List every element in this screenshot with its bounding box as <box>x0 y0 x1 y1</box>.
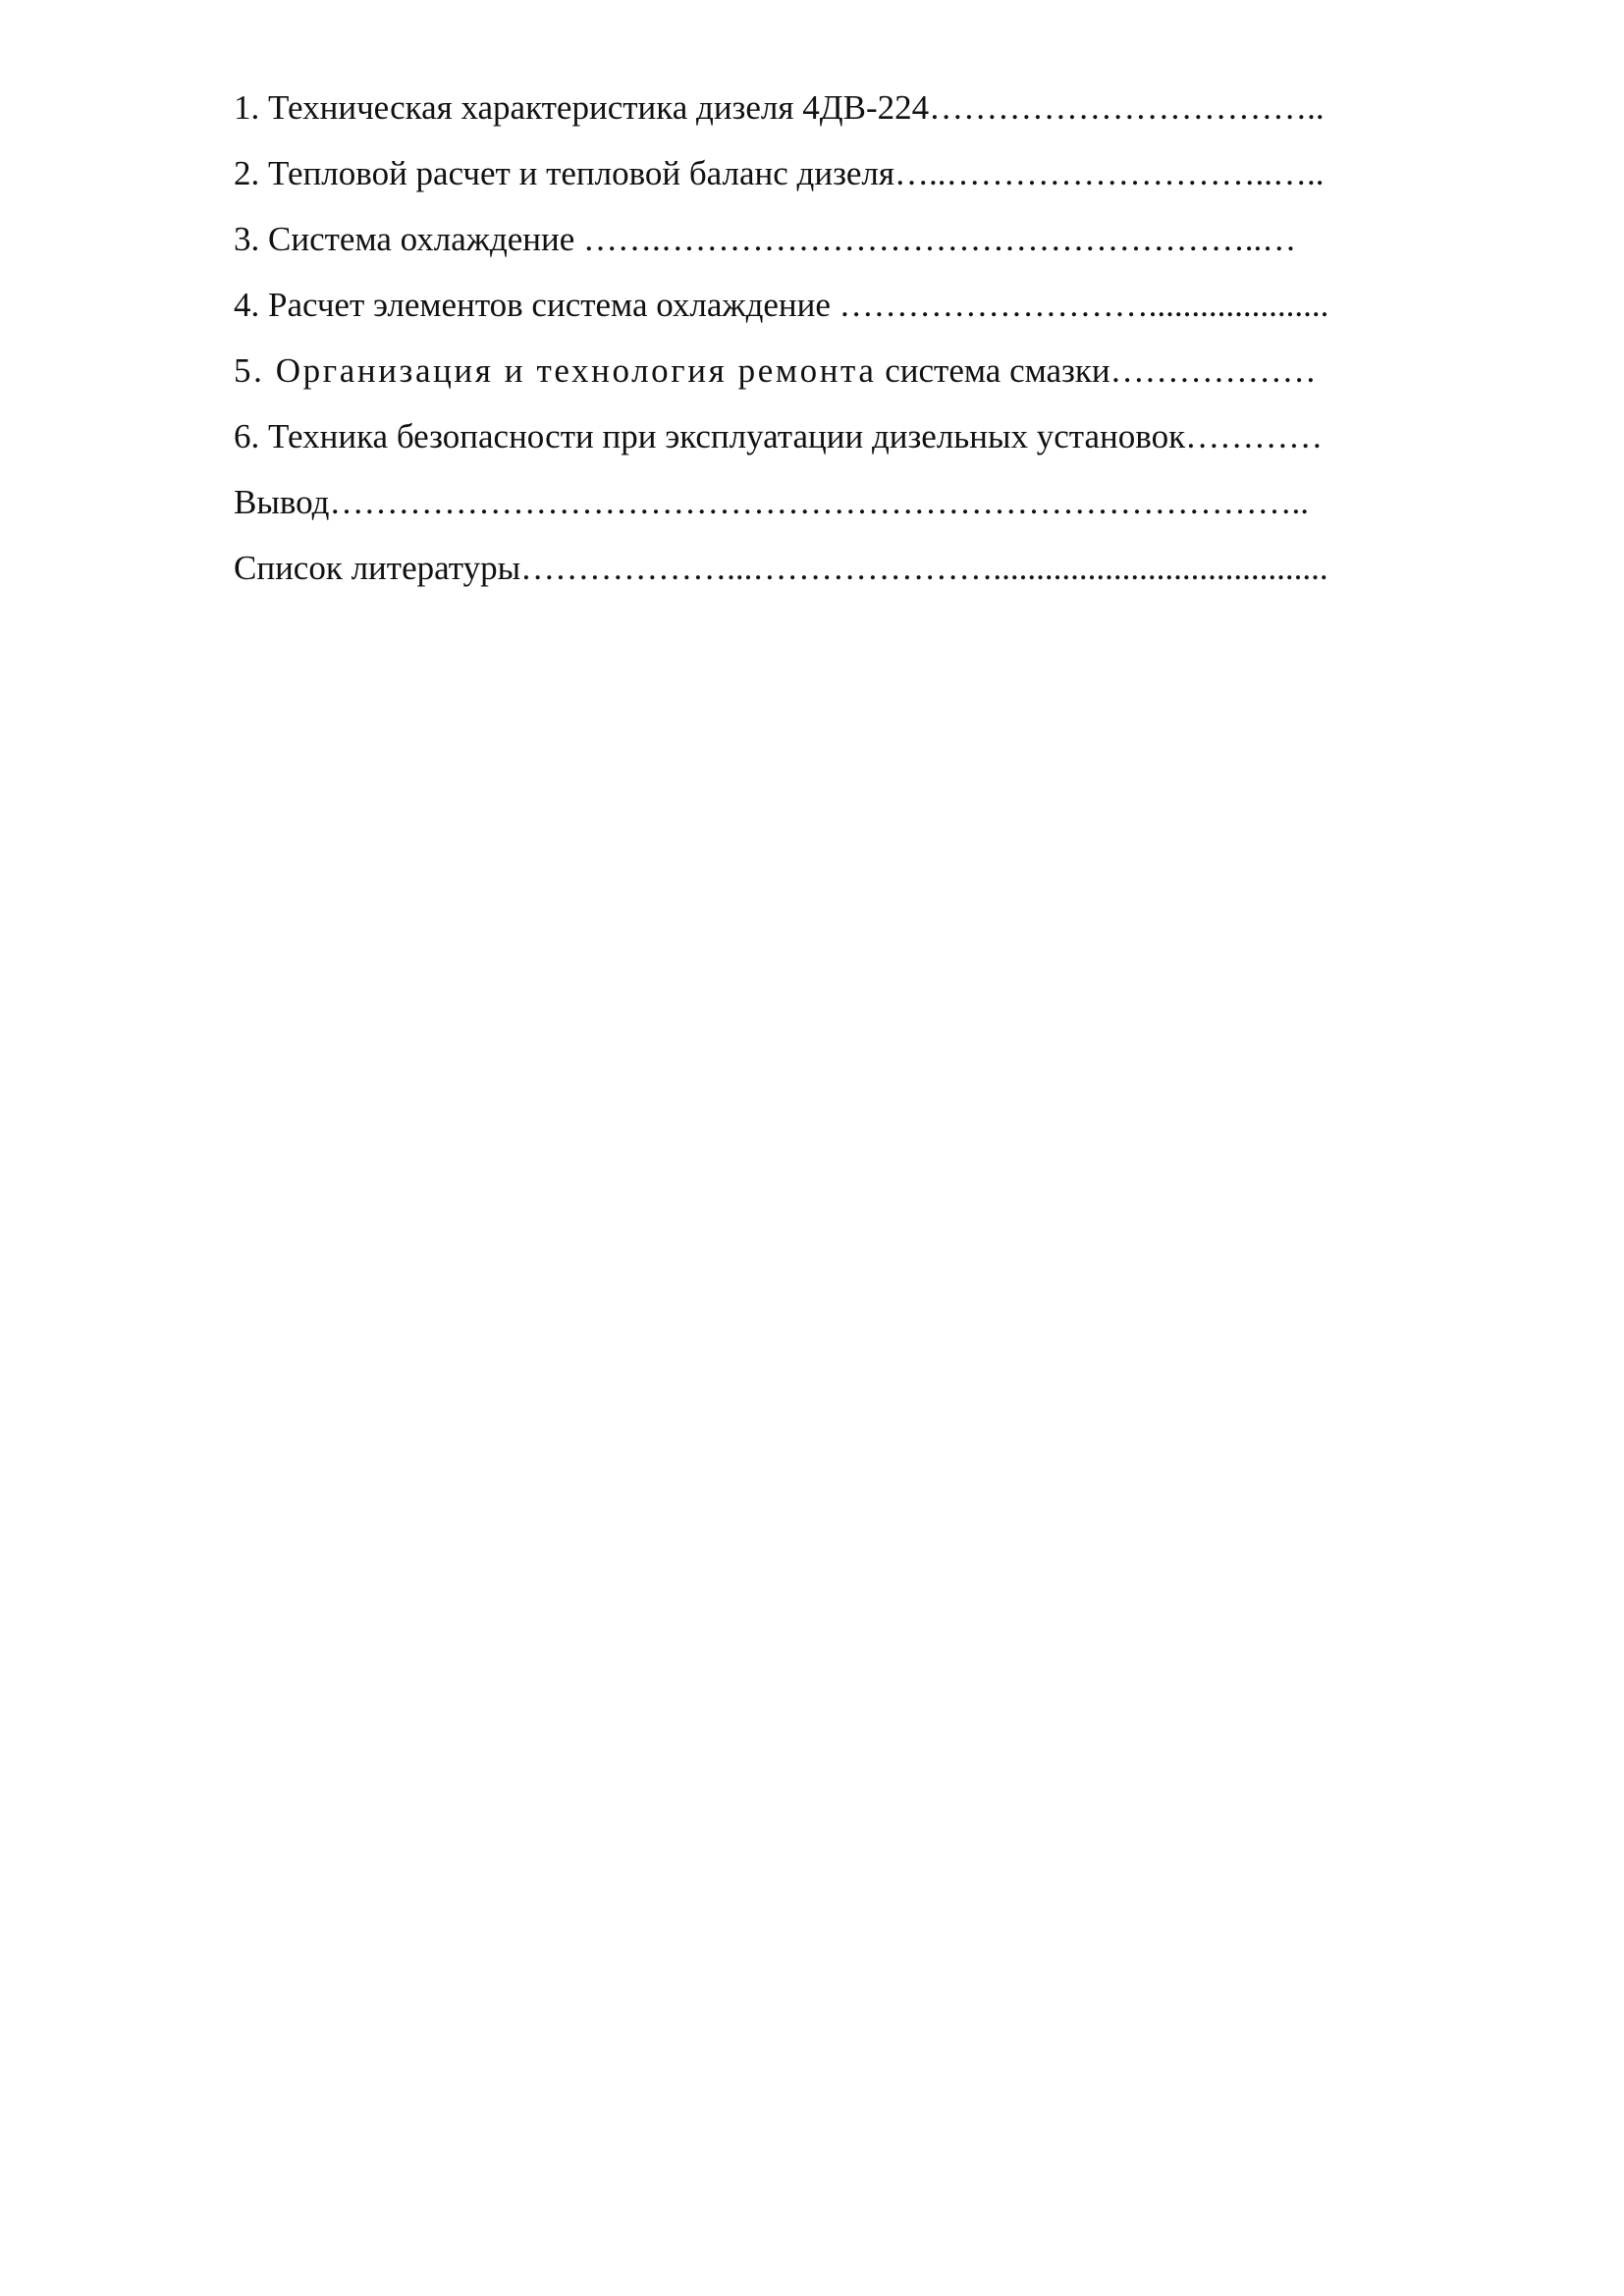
toc-entry-5-head: 5. Организация и технология ремонта <box>234 351 877 390</box>
table-of-contents <box>234 75 1500 601</box>
toc-entry-4: 4. Расчет элементов система охлаждение ………………………..................... <box>234 286 1329 324</box>
toc-entry-6: 6. Техника безопасности при эксплуатации дизельных установок………… <box>234 417 1324 455</box>
toc-entry-1: 1. Техническая характеристика дизеля 4ДВ-224…………………………….. <box>234 88 1325 127</box>
toc-entry-conclusion: Вывод………………………………………………………………………….. <box>234 483 1309 521</box>
toc-entry-5 <box>234 338 1500 403</box>
toc-entry-2: 2. Тепловой расчет и тепловой баланс дизеля…..………………………..….. <box>234 154 1325 192</box>
toc-entry-5-tail: система смазки……………… <box>876 351 1317 390</box>
toc-entry-references: Список литературы………………...…………………....................................... <box>234 549 1328 587</box>
toc-entry-3: 3. Система охлаждение …….……………………………………………..… <box>234 220 1297 258</box>
